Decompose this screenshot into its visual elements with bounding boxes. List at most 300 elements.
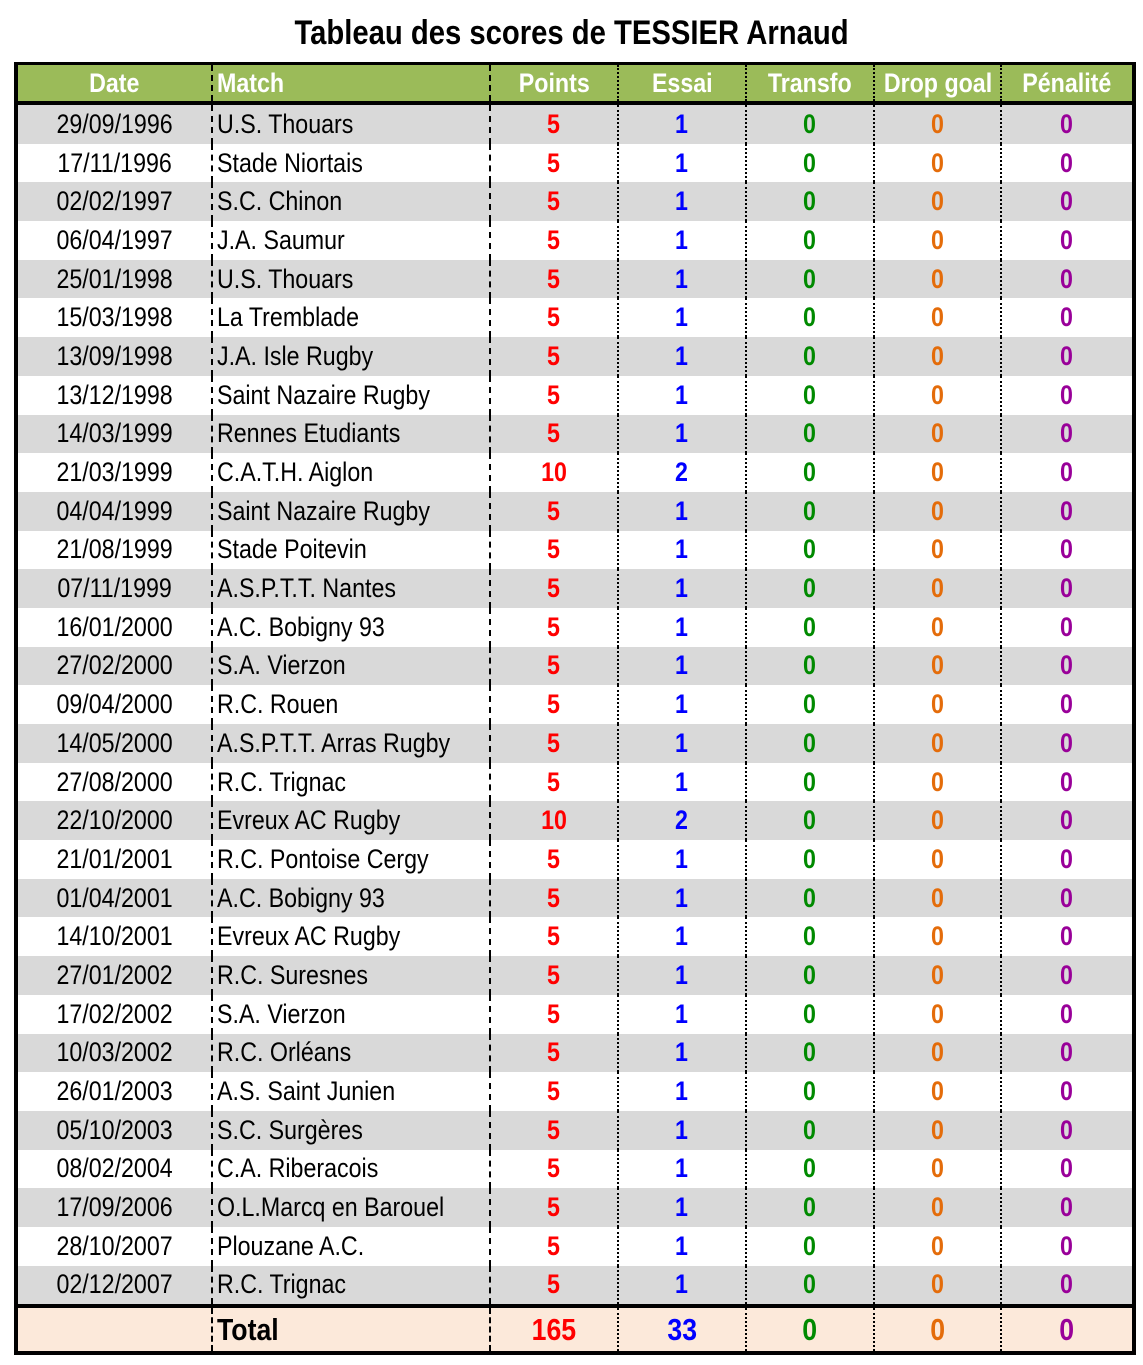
date-value: 02/02/1997 bbox=[56, 186, 173, 217]
drop-goal-value: 0 bbox=[931, 1037, 944, 1068]
penalite-cell bbox=[1000, 1227, 1132, 1266]
points-cell bbox=[489, 144, 617, 183]
penalite-value: 0 bbox=[1060, 263, 1074, 294]
date-value: 01/04/2001 bbox=[56, 882, 173, 913]
penalite-value: 0 bbox=[1060, 495, 1074, 526]
transfo-value: 0 bbox=[803, 921, 817, 952]
header-points[interactable] bbox=[489, 65, 617, 101]
drop-goal-cell bbox=[873, 221, 1000, 260]
essai-cell bbox=[617, 105, 745, 144]
transfo-value: 0 bbox=[803, 108, 817, 139]
total-points-cell bbox=[489, 1308, 617, 1351]
penalite-value: 0 bbox=[1060, 650, 1074, 681]
date-value: 25/01/1998 bbox=[56, 263, 173, 294]
points-value: 5 bbox=[547, 727, 561, 758]
transfo-value: 0 bbox=[803, 224, 817, 255]
drop-goal-value: 0 bbox=[931, 302, 944, 333]
match-value: Saint Nazaire Rugby bbox=[217, 379, 430, 410]
points-cell bbox=[489, 337, 617, 376]
points-cell bbox=[489, 917, 617, 956]
drop-goal-value: 0 bbox=[931, 650, 944, 681]
match-value: A.C. Bobigny 93 bbox=[217, 611, 385, 642]
drop-goal-value: 0 bbox=[931, 1076, 944, 1107]
points-cell bbox=[489, 105, 617, 144]
transfo-value: 0 bbox=[803, 534, 817, 565]
date-value: 26/01/2003 bbox=[56, 1076, 173, 1107]
transfo-value: 0 bbox=[803, 457, 817, 488]
transfo-cell bbox=[745, 1111, 873, 1150]
match-cell bbox=[211, 763, 489, 802]
points-value: 5 bbox=[547, 1230, 561, 1261]
date-value: 22/10/2000 bbox=[56, 805, 173, 836]
points-value: 5 bbox=[547, 689, 561, 720]
essai-value: 1 bbox=[675, 843, 689, 874]
drop-goal-value: 0 bbox=[931, 959, 944, 990]
date-cell bbox=[18, 1227, 211, 1266]
transfo-value: 0 bbox=[803, 727, 817, 758]
table-row bbox=[18, 105, 1132, 144]
total-label: Total bbox=[217, 1311, 279, 1347]
penalite-cell bbox=[1000, 260, 1132, 299]
transfo-value: 0 bbox=[803, 302, 817, 333]
points-cell bbox=[489, 182, 617, 221]
header-date[interactable] bbox=[18, 65, 211, 101]
transfo-value: 0 bbox=[803, 882, 817, 913]
penalite-value: 0 bbox=[1060, 573, 1074, 604]
drop-goal-cell bbox=[873, 647, 1000, 686]
drop-goal-cell bbox=[873, 531, 1000, 570]
essai-value: 1 bbox=[675, 998, 689, 1029]
transfo-value: 0 bbox=[803, 650, 817, 681]
points-value: 5 bbox=[547, 302, 561, 333]
penalite-value: 0 bbox=[1060, 1269, 1074, 1300]
essai-value: 1 bbox=[675, 1269, 689, 1300]
penalite-value: 0 bbox=[1060, 340, 1074, 371]
total-points: 165 bbox=[531, 1311, 577, 1347]
date-value: 17/11/1996 bbox=[57, 147, 172, 178]
match-cell bbox=[211, 569, 489, 608]
date-value: 17/02/2002 bbox=[56, 998, 173, 1029]
drop-goal-value: 0 bbox=[931, 147, 944, 178]
penalite-cell bbox=[1000, 647, 1132, 686]
essai-value: 1 bbox=[675, 1076, 689, 1107]
match-cell bbox=[211, 1227, 489, 1266]
match-cell bbox=[211, 260, 489, 299]
drop-goal-value: 0 bbox=[931, 340, 944, 371]
date-cell bbox=[18, 956, 211, 995]
table-row bbox=[18, 724, 1132, 763]
table-row bbox=[18, 492, 1132, 531]
penalite-cell bbox=[1000, 144, 1132, 183]
transfo-cell bbox=[745, 917, 873, 956]
match-cell bbox=[211, 1266, 489, 1305]
points-value: 5 bbox=[547, 959, 561, 990]
drop-goal-cell bbox=[873, 1150, 1000, 1189]
total-penalite-cell bbox=[1000, 1308, 1132, 1351]
date-cell bbox=[18, 995, 211, 1034]
drop-goal-cell bbox=[873, 492, 1000, 531]
match-cell bbox=[211, 221, 489, 260]
date-value: 06/04/1997 bbox=[56, 224, 173, 255]
table-header bbox=[18, 65, 1132, 105]
transfo-value: 0 bbox=[803, 1037, 817, 1068]
transfo-cell bbox=[745, 995, 873, 1034]
points-value: 5 bbox=[547, 1153, 561, 1184]
total-label-cell bbox=[211, 1308, 489, 1351]
points-value: 5 bbox=[547, 1114, 561, 1145]
match-value: S.A. Vierzon bbox=[217, 998, 346, 1029]
date-cell bbox=[18, 685, 211, 724]
drop-goal-cell bbox=[873, 1227, 1000, 1266]
header-transfo-label: Transfo bbox=[768, 67, 852, 98]
date-value: 09/04/2000 bbox=[56, 689, 173, 720]
match-cell bbox=[211, 337, 489, 376]
points-cell bbox=[489, 879, 617, 918]
penalite-cell bbox=[1000, 1072, 1132, 1111]
transfo-value: 0 bbox=[803, 340, 817, 371]
date-cell bbox=[18, 917, 211, 956]
drop-goal-value: 0 bbox=[931, 843, 944, 874]
drop-goal-cell bbox=[873, 724, 1000, 763]
table-row bbox=[18, 221, 1132, 260]
transfo-cell bbox=[745, 569, 873, 608]
essai-cell bbox=[617, 1227, 745, 1266]
table-row bbox=[18, 763, 1132, 802]
match-cell bbox=[211, 298, 489, 337]
points-cell bbox=[489, 569, 617, 608]
match-cell bbox=[211, 531, 489, 570]
penalite-value: 0 bbox=[1060, 1037, 1074, 1068]
points-cell bbox=[489, 1266, 617, 1305]
essai-cell bbox=[617, 144, 745, 183]
drop-goal-value: 0 bbox=[931, 1192, 944, 1223]
match-value: R.C. Pontoise Cergy bbox=[217, 843, 429, 874]
date-value: 04/04/1999 bbox=[56, 495, 173, 526]
transfo-cell bbox=[745, 337, 873, 376]
date-value: 15/03/1998 bbox=[56, 302, 173, 333]
penalite-cell bbox=[1000, 415, 1132, 454]
date-value: 27/08/2000 bbox=[56, 766, 173, 797]
essai-cell bbox=[617, 415, 745, 454]
drop-goal-cell bbox=[873, 415, 1000, 454]
points-cell bbox=[489, 1227, 617, 1266]
penalite-value: 0 bbox=[1060, 882, 1074, 913]
table-row bbox=[18, 879, 1132, 918]
date-cell bbox=[18, 415, 211, 454]
header-essai-label: Essai bbox=[651, 67, 713, 98]
total-essai-cell bbox=[617, 1308, 745, 1351]
drop-goal-value: 0 bbox=[931, 998, 944, 1029]
date-cell bbox=[18, 608, 211, 647]
essai-value: 1 bbox=[675, 766, 689, 797]
essai-value: 1 bbox=[675, 573, 689, 604]
essai-cell bbox=[617, 724, 745, 763]
penalite-value: 0 bbox=[1060, 805, 1074, 836]
match-value: U.S. Thouars bbox=[217, 263, 354, 294]
transfo-value: 0 bbox=[803, 998, 817, 1029]
match-value: A.S.P.T.T. Nantes bbox=[217, 573, 396, 604]
essai-value: 1 bbox=[675, 921, 689, 952]
penalite-cell bbox=[1000, 1034, 1132, 1073]
drop-goal-value: 0 bbox=[931, 689, 944, 720]
penalite-value: 0 bbox=[1060, 534, 1074, 565]
points-cell bbox=[489, 221, 617, 260]
transfo-value: 0 bbox=[803, 1076, 817, 1107]
transfo-cell bbox=[745, 531, 873, 570]
points-cell bbox=[489, 260, 617, 299]
points-value: 10 bbox=[541, 457, 567, 488]
transfo-cell bbox=[745, 1188, 873, 1227]
essai-value: 1 bbox=[675, 611, 689, 642]
penalite-value: 0 bbox=[1060, 1230, 1074, 1261]
penalite-value: 0 bbox=[1060, 766, 1074, 797]
drop-goal-cell bbox=[873, 879, 1000, 918]
points-value: 5 bbox=[547, 611, 561, 642]
transfo-cell bbox=[745, 453, 873, 492]
penalite-value: 0 bbox=[1060, 1192, 1074, 1223]
date-value: 07/11/1999 bbox=[57, 573, 172, 604]
penalite-value: 0 bbox=[1060, 147, 1074, 178]
points-cell bbox=[489, 1150, 617, 1189]
transfo-value: 0 bbox=[803, 495, 817, 526]
total-transfo: 0 bbox=[802, 1311, 818, 1347]
penalite-cell bbox=[1000, 840, 1132, 879]
drop-goal-value: 0 bbox=[931, 882, 944, 913]
date-value: 21/08/1999 bbox=[56, 534, 173, 565]
date-cell bbox=[18, 1072, 211, 1111]
date-cell bbox=[18, 105, 211, 144]
penalite-cell bbox=[1000, 608, 1132, 647]
total-row bbox=[18, 1304, 1132, 1351]
essai-cell bbox=[617, 879, 745, 918]
transfo-cell bbox=[745, 1227, 873, 1266]
match-value: U.S. Thouars bbox=[217, 108, 354, 139]
drop-goal-cell bbox=[873, 260, 1000, 299]
transfo-value: 0 bbox=[803, 573, 817, 604]
penalite-cell bbox=[1000, 1111, 1132, 1150]
transfo-cell bbox=[745, 879, 873, 918]
date-cell bbox=[18, 144, 211, 183]
transfo-cell bbox=[745, 608, 873, 647]
drop-goal-value: 0 bbox=[931, 534, 944, 565]
essai-value: 1 bbox=[675, 882, 689, 913]
essai-cell bbox=[617, 337, 745, 376]
transfo-cell bbox=[745, 763, 873, 802]
drop-goal-value: 0 bbox=[931, 495, 944, 526]
essai-value: 1 bbox=[675, 1153, 689, 1184]
essai-cell bbox=[617, 1072, 745, 1111]
transfo-cell bbox=[745, 144, 873, 183]
points-cell bbox=[489, 724, 617, 763]
essai-value: 2 bbox=[675, 805, 689, 836]
points-value: 5 bbox=[547, 224, 561, 255]
match-cell bbox=[211, 492, 489, 531]
penalite-cell bbox=[1000, 453, 1132, 492]
date-value: 17/09/2006 bbox=[56, 1192, 173, 1223]
transfo-cell bbox=[745, 376, 873, 415]
drop-goal-cell bbox=[873, 182, 1000, 221]
drop-goal-cell bbox=[873, 569, 1000, 608]
essai-value: 1 bbox=[675, 418, 689, 449]
penalite-value: 0 bbox=[1060, 302, 1074, 333]
penalite-value: 0 bbox=[1060, 689, 1074, 720]
drop-goal-value: 0 bbox=[931, 921, 944, 952]
table-body bbox=[18, 105, 1132, 1304]
table-row bbox=[18, 1266, 1132, 1305]
match-value: La Tremblade bbox=[217, 302, 359, 333]
essai-cell bbox=[617, 298, 745, 337]
drop-goal-cell bbox=[873, 453, 1000, 492]
transfo-value: 0 bbox=[803, 1153, 817, 1184]
transfo-value: 0 bbox=[803, 379, 817, 410]
penalite-cell bbox=[1000, 105, 1132, 144]
essai-value: 1 bbox=[675, 1114, 689, 1145]
match-value: Saint Nazaire Rugby bbox=[217, 495, 430, 526]
match-cell bbox=[211, 840, 489, 879]
points-value: 5 bbox=[547, 147, 561, 178]
header-essai[interactable] bbox=[617, 65, 745, 101]
transfo-value: 0 bbox=[803, 766, 817, 797]
penalite-value: 0 bbox=[1060, 843, 1074, 874]
essai-value: 1 bbox=[675, 534, 689, 565]
essai-value: 1 bbox=[675, 108, 689, 139]
date-value: 02/12/2007 bbox=[56, 1269, 173, 1300]
points-cell bbox=[489, 956, 617, 995]
date-value: 16/01/2000 bbox=[56, 611, 173, 642]
total-drop-goal: 0 bbox=[930, 1311, 945, 1347]
match-cell bbox=[211, 647, 489, 686]
table-row bbox=[18, 685, 1132, 724]
table-row bbox=[18, 801, 1132, 840]
date-value: 21/03/1999 bbox=[56, 457, 173, 488]
match-value: Rennes Etudiants bbox=[217, 418, 401, 449]
essai-value: 1 bbox=[675, 1192, 689, 1223]
drop-goal-value: 0 bbox=[931, 1269, 944, 1300]
drop-goal-cell bbox=[873, 685, 1000, 724]
transfo-value: 0 bbox=[803, 805, 817, 836]
transfo-cell bbox=[745, 1150, 873, 1189]
essai-cell bbox=[617, 956, 745, 995]
penalite-cell bbox=[1000, 1266, 1132, 1305]
points-value: 5 bbox=[547, 263, 561, 294]
header-drop-goal[interactable] bbox=[873, 65, 1000, 101]
drop-goal-value: 0 bbox=[931, 727, 944, 758]
scores-table bbox=[14, 62, 1136, 1355]
essai-cell bbox=[617, 1266, 745, 1305]
table-row bbox=[18, 840, 1132, 879]
header-points-label: Points bbox=[518, 67, 590, 98]
match-value: J.A. Saumur bbox=[217, 224, 345, 255]
match-cell bbox=[211, 1072, 489, 1111]
penalite-cell bbox=[1000, 763, 1132, 802]
date-value: 05/10/2003 bbox=[56, 1114, 173, 1145]
essai-value: 1 bbox=[675, 1230, 689, 1261]
transfo-cell bbox=[745, 298, 873, 337]
transfo-cell bbox=[745, 801, 873, 840]
essai-cell bbox=[617, 453, 745, 492]
match-cell bbox=[211, 453, 489, 492]
match-value: Stade Poitevin bbox=[217, 534, 367, 565]
penalite-cell bbox=[1000, 221, 1132, 260]
transfo-cell bbox=[745, 647, 873, 686]
match-cell bbox=[211, 685, 489, 724]
transfo-value: 0 bbox=[803, 1269, 817, 1300]
drop-goal-value: 0 bbox=[931, 263, 944, 294]
essai-value: 1 bbox=[675, 650, 689, 681]
table-row bbox=[18, 647, 1132, 686]
transfo-cell bbox=[745, 956, 873, 995]
points-cell bbox=[489, 492, 617, 531]
points-cell bbox=[489, 763, 617, 802]
penalite-cell bbox=[1000, 917, 1132, 956]
points-cell bbox=[489, 608, 617, 647]
match-cell bbox=[211, 608, 489, 647]
essai-cell bbox=[617, 1111, 745, 1150]
points-cell bbox=[489, 840, 617, 879]
points-value: 5 bbox=[547, 998, 561, 1029]
table-row bbox=[18, 1150, 1132, 1189]
points-cell bbox=[489, 376, 617, 415]
essai-cell bbox=[617, 995, 745, 1034]
table-row bbox=[18, 531, 1132, 570]
points-cell bbox=[489, 1188, 617, 1227]
penalite-value: 0 bbox=[1060, 224, 1074, 255]
header-transfo[interactable] bbox=[745, 65, 873, 101]
points-value: 5 bbox=[547, 650, 561, 681]
drop-goal-cell bbox=[873, 1266, 1000, 1305]
penalite-cell bbox=[1000, 492, 1132, 531]
transfo-cell bbox=[745, 1072, 873, 1111]
essai-cell bbox=[617, 763, 745, 802]
penalite-cell bbox=[1000, 879, 1132, 918]
total-essai: 33 bbox=[667, 1311, 697, 1347]
header-penalite[interactable] bbox=[1000, 65, 1132, 101]
drop-goal-cell bbox=[873, 840, 1000, 879]
match-cell bbox=[211, 105, 489, 144]
essai-cell bbox=[617, 182, 745, 221]
match-cell bbox=[211, 917, 489, 956]
header-match[interactable] bbox=[211, 65, 489, 101]
match-value: S.C. Chinon bbox=[217, 186, 343, 217]
transfo-cell bbox=[745, 840, 873, 879]
penalite-value: 0 bbox=[1060, 108, 1074, 139]
match-cell bbox=[211, 376, 489, 415]
points-value: 5 bbox=[547, 882, 561, 913]
match-value: R.C. Orléans bbox=[217, 1037, 352, 1068]
drop-goal-value: 0 bbox=[931, 805, 944, 836]
essai-cell bbox=[617, 376, 745, 415]
drop-goal-cell bbox=[873, 337, 1000, 376]
table-row bbox=[18, 260, 1132, 299]
match-cell bbox=[211, 1034, 489, 1073]
date-value: 29/09/1996 bbox=[56, 108, 173, 139]
essai-cell bbox=[617, 531, 745, 570]
penalite-value: 0 bbox=[1060, 186, 1074, 217]
points-value: 5 bbox=[547, 921, 561, 952]
points-cell bbox=[489, 995, 617, 1034]
date-cell bbox=[18, 298, 211, 337]
transfo-value: 0 bbox=[803, 843, 817, 874]
essai-cell bbox=[617, 1150, 745, 1189]
header-penalite-label: Pénalité bbox=[1022, 67, 1112, 98]
transfo-value: 0 bbox=[803, 689, 817, 720]
date-cell bbox=[18, 337, 211, 376]
date-cell bbox=[18, 260, 211, 299]
points-value: 5 bbox=[547, 1269, 561, 1300]
table-row bbox=[18, 298, 1132, 337]
table-row bbox=[18, 1227, 1132, 1266]
essai-value: 1 bbox=[675, 379, 689, 410]
